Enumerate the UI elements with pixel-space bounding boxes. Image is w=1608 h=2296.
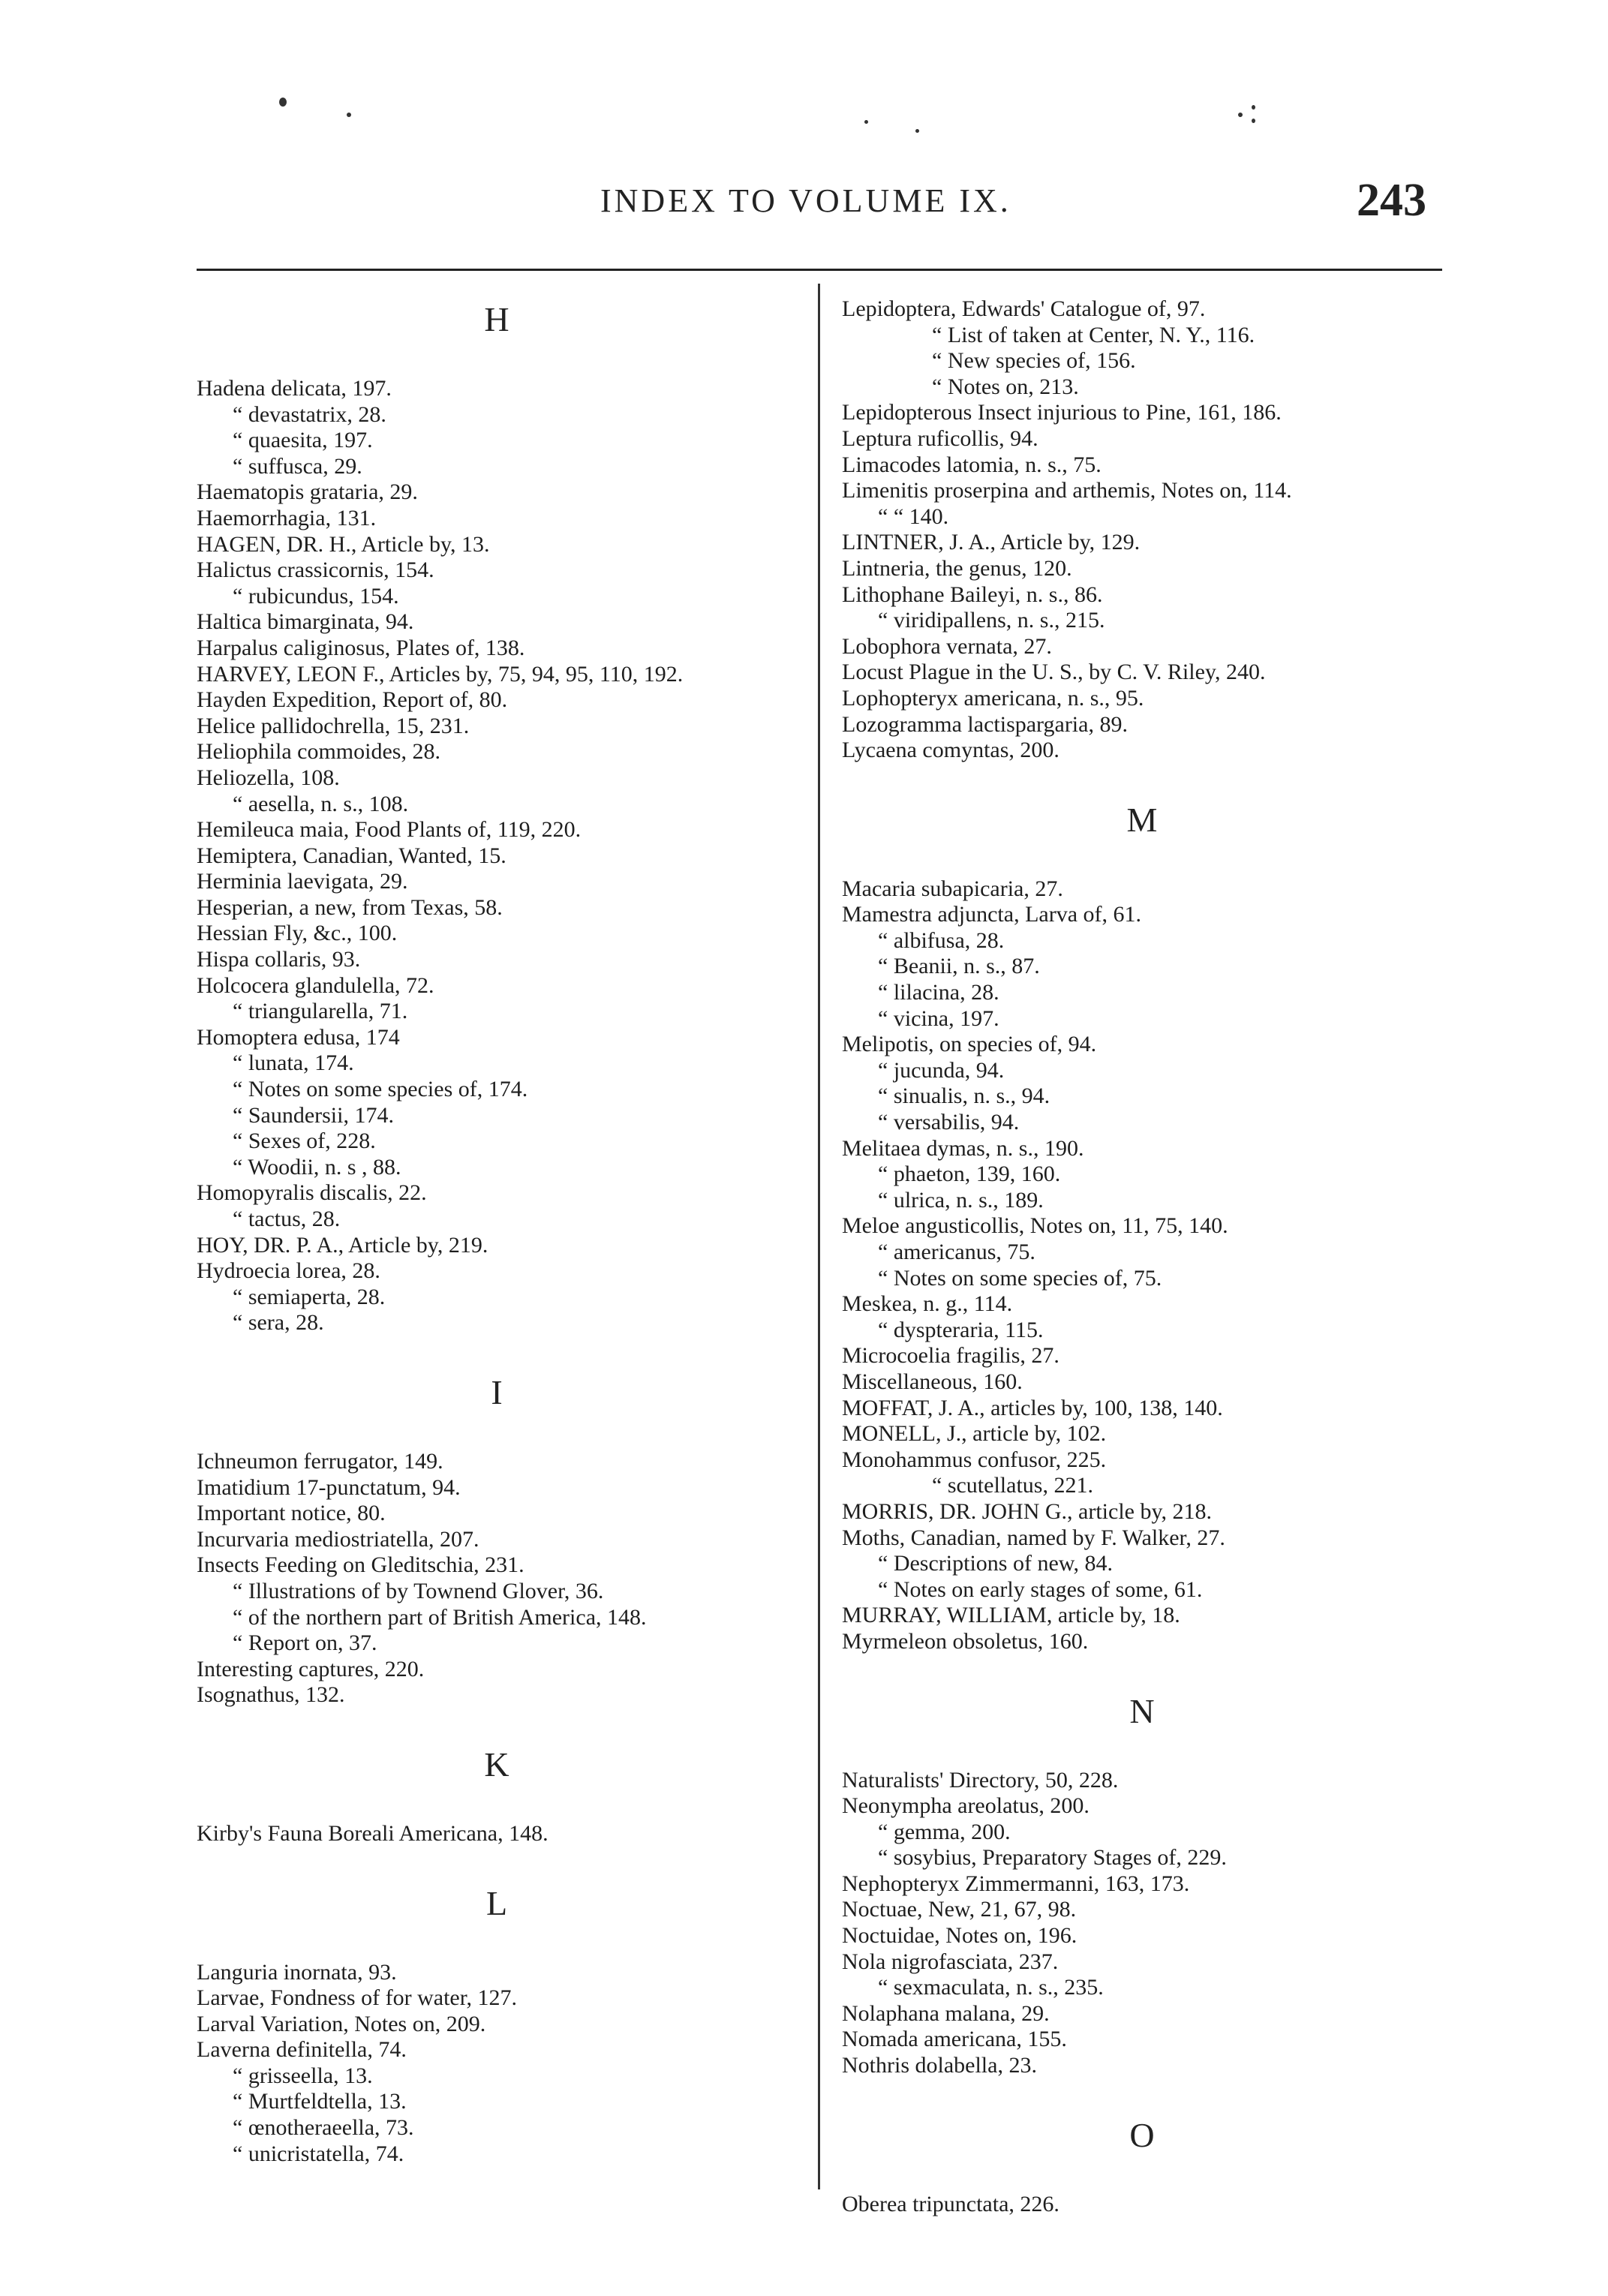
index-entry: Languria inornata, 93. [197,1959,397,1985]
index-entry: Larvae, Fondness of for water, 127. [197,1985,518,2011]
index-entry: Nomada americana, 155. [842,2027,1067,2052]
index-entry: “ Notes on some species of, 174. [233,1077,528,1102]
index-entry: “ semiaperta, 28. [233,1284,386,1309]
index-entry: “ New species of, 156. [932,348,1136,374]
index-entry: Moths, Canadian, named by F. Walker, 27. [842,1525,1225,1550]
index-section-m [842,797,1442,1655]
index-entry: MONELL, J., article by, 102. [842,1421,1107,1447]
index-entry: “ Illustrations of by Townend Glover, 36. [233,1578,604,1603]
index-entry: MORRIS, DR. JOHN G., article by, 218. [842,1498,1213,1524]
index-entry: Ichneumon ferrugator, 149. [197,1448,443,1474]
index-entry: HAGEN, DR. H., Article by, 13. [197,531,490,557]
index-entry: Insects Feeding on Gleditschia, 231. [197,1552,524,1578]
index-entry: “ Report on, 37. [233,1630,377,1656]
index-entry: “ List of taken at Center, N. Y., 116. [932,322,1255,347]
index-entry: “ of the northern part of British America, 148. [233,1604,647,1630]
index-entry: Halictus crassicornis, 154. [197,557,434,583]
index-entry: Holcocera glandulella, 72. [197,972,434,998]
index-entry: “ quaesita, 197. [233,428,373,453]
index-entry: Important notice, 80. [197,1501,386,1526]
index-entry: HARVEY, LEON F., Articles by, 75, 94, 95, 110, 192. [197,661,684,687]
index-entry: “ sosybius, Preparatory Stages of, 229. [878,1845,1227,1871]
specks [279,98,287,107]
section-letter: N [1129,1691,1155,1730]
index-entry: Hayden Expedition, Report of, 80. [197,687,508,713]
index-entry: “ viridipallens, n. s., 215. [878,608,1105,633]
index-entry: Haemorrhagia, 131. [197,505,377,530]
index-column-left [197,296,797,2167]
index-entry: Hemileuca maia, Food Plants of, 119, 220. [197,817,582,843]
index-entry: Oberea tripunctata, 226. [842,2191,1059,2216]
column-divider [818,284,820,2189]
index-entry: “ Murtfeldtella, 13. [233,2089,407,2114]
index-entry: HOY, DR. P. A., Article by, 219. [197,1232,488,1258]
index-entry: “ phaeton, 139, 160. [878,1162,1061,1187]
index-entry: Lepidoptera, Edwards' Catalogue of, 97. [842,296,1206,321]
index-entry: Lycaena comyntas, 200. [842,738,1059,763]
index-entry: “ rubicundus, 154. [233,583,399,609]
index-entry: “ lilacina, 28. [878,980,999,1005]
index-entry: Meloe angusticollis, Notes on, 11, 75, 140. [842,1213,1228,1239]
index-entry: Haematopis grataria, 29. [197,479,418,505]
specks [347,113,351,117]
index-entry: Herminia laevigata, 29. [197,869,408,894]
index-entry: Myrmeleon obsoletus, 160. [842,1628,1089,1654]
index-entry: “ Sexes of, 228. [233,1128,376,1154]
index-entry: “ scutellatus, 221. [932,1473,1093,1498]
index-entry: Noctuidae, Notes on, 196. [842,1923,1078,1949]
index-entry: Monohammus confusor, 225. [842,1447,1107,1472]
specks [864,120,868,124]
index-section-n [842,1688,1442,2079]
index-entry: Lepidopterous Insect injurious to Pine, 161, 186. [842,400,1282,425]
index-entry: Interesting captures, 220. [197,1656,425,1681]
index-entry: LINTNER, J. A., Article by, 129. [842,530,1141,555]
index-section-l-continued [842,296,1442,764]
index-entry: “ suffusca, 29. [233,453,362,479]
index-entry: “ devastatrix, 28. [233,401,386,427]
section-letter: H [484,300,509,338]
index-entry: “ Notes on early stages of some, 61. [878,1576,1203,1602]
index-entry: “ gemma, 200. [878,1819,1011,1844]
index-entry: Miscellaneous, 160. [842,1369,1023,1394]
index-entry: Heliophila commoides, 28. [197,739,440,765]
index-entry: Hadena delicata, 197. [197,376,392,401]
index-entry: Hesperian, a new, from Texas, 58. [197,894,503,920]
index-entry: Limenitis proserpina and arthemis, Notes on, 114. [842,478,1292,503]
index-entry: Lintneria, the genus, 120. [842,555,1072,581]
index-entry: Laverna definitella, 74. [197,2037,407,2063]
index-entry: Melipotis, on species of, 94. [842,1032,1097,1057]
index-entry: Melitaea dymas, n. s., 190. [842,1135,1084,1161]
index-entry: “ “ 140. [878,503,949,529]
index-section-k [197,1742,797,1847]
index-section-h [197,296,797,1336]
specks [1238,113,1243,117]
index-entry: Locust Plague in the U. S., by C. V. Riley, 240. [842,660,1266,685]
index-entry: “ Woodii, n. s , 88. [233,1154,401,1180]
index-entry: Imatidium 17-punctatum, 94. [197,1474,461,1500]
index-entry: Kirby's Fauna Boreali Americana, 148. [197,1820,549,1846]
index-section-o [842,2112,1442,2218]
page-number: 243 [1357,175,1426,226]
index-entry: “ sinualis, n. s., 94. [878,1083,1050,1109]
index-entry: Limacodes latomia, n. s., 75. [842,452,1102,477]
index-entry: “ lunata, 174. [233,1050,354,1076]
index-entry: Incurvaria mediostriatella, 207. [197,1526,479,1552]
index-entry: Naturalists' Directory, 50, 228. [842,1767,1119,1793]
index-entry: “ Beanii, n. s., 87. [878,954,1040,979]
index-section-l [197,1880,797,2168]
index-entry: Lobophora vernata, 27. [842,633,1052,659]
index-column-right [842,296,1442,2217]
specks [1252,105,1255,110]
index-entry: Helice pallidochrella, 15, 231. [197,713,470,738]
index-entry: Hydroecia lorea, 28. [197,1258,380,1284]
index-entry: Nola nigrofasciata, 237. [842,1949,1059,1974]
index-entry: Lozogramma lactispargaria, 89. [842,711,1128,737]
page-title: INDEX TO VOLUME IX. [600,182,1011,219]
index-entry: “ vicina, 197. [878,1005,999,1031]
index-entry: “ Notes on some species of, 75. [878,1265,1162,1291]
index-entry: Homopyralis discalis, 22. [197,1180,427,1206]
index-entry: Hispa collaris, 93. [197,947,361,972]
index-entry: Haltica bimarginata, 94. [197,609,414,635]
index-entry: Neonympha areolatus, 200. [842,1793,1090,1819]
index-entry: “ ulrica, n. s., 189. [878,1187,1044,1213]
index-entry: “ versabilis, 94. [878,1110,1020,1135]
index-entry: “ Saundersii, 174. [233,1102,394,1128]
index-entry: “ albifusa, 28. [878,927,1005,953]
index-entry: MURRAY, WILLIAM, article by, 18. [842,1603,1180,1628]
index-entry: Microcoelia fragilis, 27. [842,1343,1059,1369]
index-entry: “ jucunda, 94. [878,1057,1005,1083]
index-entry: “ triangularella, 71. [233,999,408,1024]
index-entry: “ tactus, 28. [233,1207,341,1231]
index-entry: “ americanus, 75. [878,1240,1035,1264]
index-entry: Nephopteryx Zimmermanni, 163, 173. [842,1871,1190,1896]
index-entry: Nolaphana malana, 29. [842,2000,1050,2026]
section-letter: I [491,1372,503,1411]
index-entry: Meskea, n. g., 114. [842,1291,1013,1317]
index-entry: “ œnotheraeella, 73. [233,2115,414,2141]
index-entry: MOFFAT, J. A., articles by, 100, 138, 140. [842,1395,1223,1420]
index-entry: “ sera, 28. [233,1310,324,1336]
index-entry: Noctuae, New, 21, 67, 98. [842,1897,1077,1922]
index-entry: Nothris dolabella, 23. [842,2053,1037,2078]
index-entry: Lithophane Baileyi, n. s., 86. [842,582,1103,607]
index-entry: Harpalus caliginosus, Plates of, 138. [197,635,525,660]
header-rule [197,269,1442,271]
index-entry: Hemiptera, Canadian, Wanted, 15. [197,843,506,868]
specks [1252,119,1255,123]
index-entry: Lophopteryx americana, n. s., 95. [842,685,1144,711]
section-letter: O [1129,2115,1155,2154]
index-entry: “ Notes on, 213. [932,374,1079,399]
index-entry: “ aesella, n. s., 108. [233,791,409,816]
index-entry: “ sexmaculata, n. s., 235. [878,1975,1104,2000]
index-entry: Isognathus, 132. [197,1682,345,1708]
index-entry: Macaria subapicaria, 27. [842,876,1063,901]
section-letter: K [484,1745,509,1784]
index-entry: Mamestra adjuncta, Larva of, 61. [842,902,1142,927]
index-entry: Hessian Fly, &c., 100. [197,921,398,946]
index-entry: Leptura ruficollis, 94. [842,425,1038,451]
index-entry: Larval Variation, Notes on, 209. [197,2011,486,2036]
specks [915,129,919,133]
section-letter: L [485,1883,508,1922]
index-entry: “ grisseella, 13. [233,2063,373,2088]
index-entry: “ unicristatella, 74. [233,2141,404,2166]
index-entry: Homoptera edusa, 174 [197,1024,400,1050]
index-entry: “ Descriptions of new, 84. [878,1551,1113,1576]
index-entry: Heliozella, 108. [197,765,340,790]
section-letter: M [1126,800,1158,839]
index-section-i [197,1369,797,1708]
index-entry: “ dyspteraria, 115. [878,1317,1044,1342]
